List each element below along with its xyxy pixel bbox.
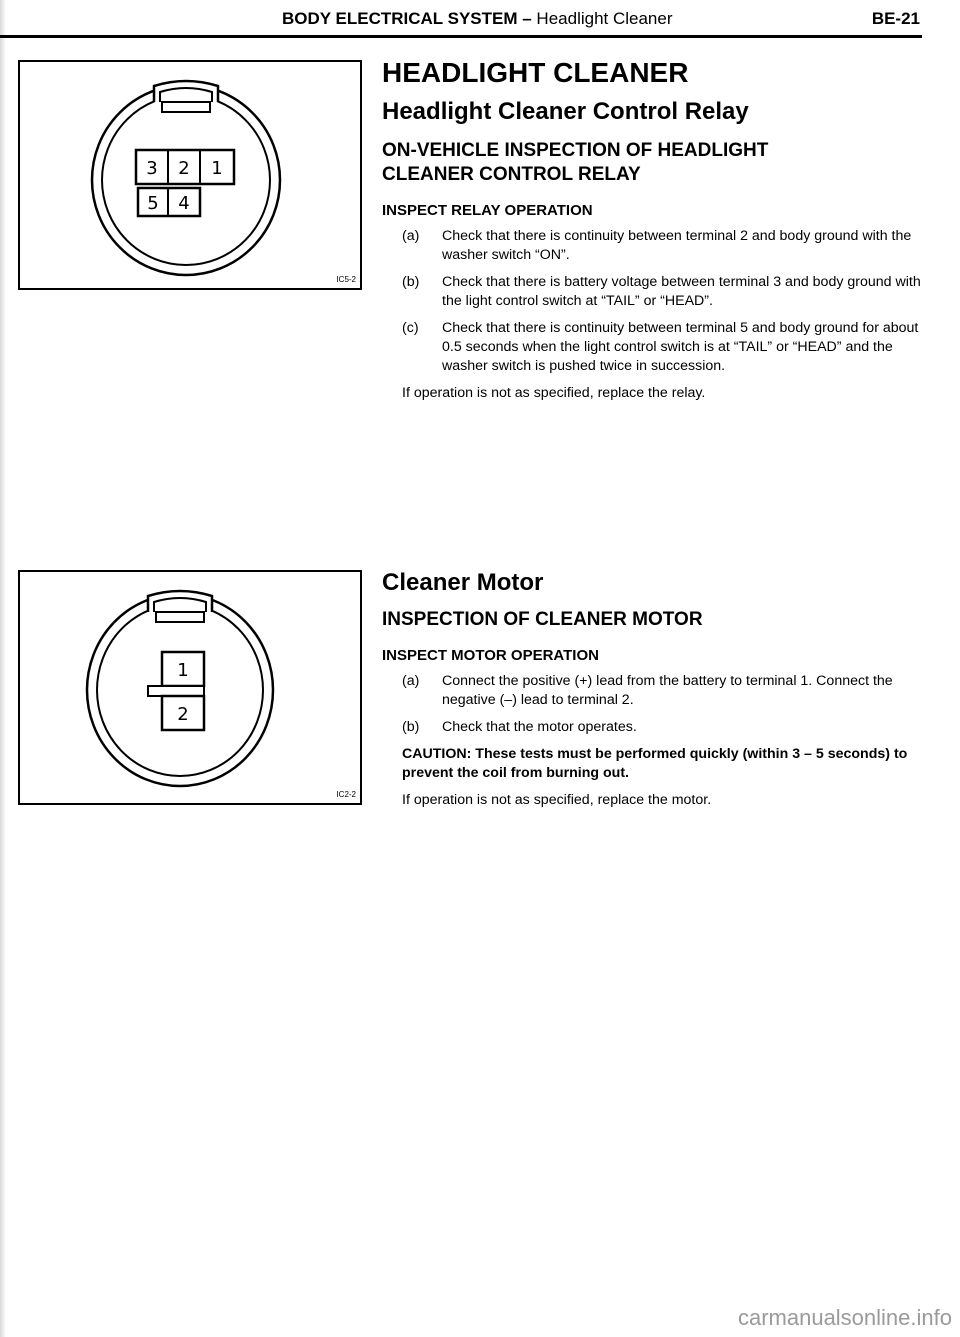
relay-note: If operation is not as specified, replace the relay. — [402, 385, 706, 401]
page-number: BE-21 — [871, 9, 920, 28]
relay-heading — [382, 139, 922, 187]
relay-connector-figure — [18, 60, 362, 290]
footer-watermark: carmanualsonline.info — [737, 1305, 952, 1330]
step-text: Check that there is continuity between terminal 5 and body ground for about 0.5 seconds when the light control switch is at “TAIL” or “HEAD” and the washer switch is pushed twice in succession. — [442, 320, 919, 374]
caution-label: CAUTION: — [402, 746, 472, 762]
relay-heading-line-2: CLEANER CONTROL RELAY — [382, 164, 641, 185]
step-text: Check that there is battery voltage between terminal 3 and body ground with the light control switch at “TAIL” or “HEAD”. — [442, 274, 921, 309]
relay-step-heading: INSPECT RELAY OPERATION — [382, 202, 593, 219]
caution-text: These tests must be performed quickly (within 3 – 5 seconds) to prevent the coil from burning out. — [402, 746, 908, 781]
motor-connector-diagram — [20, 572, 360, 803]
page-header — [282, 5, 922, 37]
step-text: Check that there is continuity between terminal 2 and body ground with the washer switch “ON”. — [442, 228, 912, 263]
relay-heading-line-1: ON-VEHICLE INSPECTION OF HEADLIGHT — [382, 140, 769, 161]
motor-note: If operation is not as specified, replace the motor. — [402, 792, 712, 808]
terminal-2-label: 2 — [178, 158, 190, 179]
header-section: BODY ELECTRICAL SYSTEM — [282, 9, 518, 28]
relay-connector-diagram — [20, 62, 360, 288]
relay-section — [382, 57, 922, 403]
step-a — [402, 227, 922, 265]
relay-subtitle: Headlight Cleaner Control Relay — [382, 98, 749, 125]
motor-steps — [402, 672, 922, 737]
section-title: HEADLIGHT CLEANER — [382, 57, 689, 88]
step-label: (b) — [402, 274, 420, 290]
terminal-3-label: 3 — [146, 158, 158, 179]
step-label: (c) — [402, 320, 419, 336]
motor-connector-figure — [18, 570, 362, 805]
header-title — [282, 9, 673, 29]
step-label: (b) — [402, 719, 420, 735]
step-text: Connect the positive (+) lead from the battery to terminal 1. Connect the negative (–) lead to terminal 2. — [442, 673, 893, 708]
terminal-2-label: 2 — [177, 704, 189, 725]
terminal-1-label: 1 — [211, 158, 223, 179]
motor-section — [382, 568, 922, 810]
step-label: (a) — [402, 673, 420, 689]
page-scan-edge — [0, 0, 6, 1337]
terminal-1-label: 1 — [177, 660, 189, 681]
header-rule — [0, 35, 922, 38]
motor-step-heading: INSPECT MOTOR OPERATION — [382, 647, 599, 664]
motor-subtitle: Cleaner Motor — [382, 569, 544, 596]
terminal-5-label: 5 — [147, 193, 159, 214]
step-c — [402, 319, 922, 376]
caution-note — [402, 745, 922, 783]
relay-steps — [402, 227, 922, 376]
motor-heading: INSPECTION OF CLEANER MOTOR — [382, 609, 703, 630]
terminal-4-label: 4 — [178, 193, 190, 214]
header-separator: – — [517, 9, 537, 28]
header-subsection: Headlight Cleaner — [536, 9, 673, 28]
step-a — [402, 672, 922, 710]
step-b — [402, 718, 922, 737]
step-text: Check that the motor operates. — [442, 719, 637, 735]
step-b — [402, 273, 922, 311]
figure-code: IC2-2 — [336, 790, 356, 799]
step-label: (a) — [402, 228, 420, 244]
figure-code: IC5-2 — [336, 275, 356, 284]
